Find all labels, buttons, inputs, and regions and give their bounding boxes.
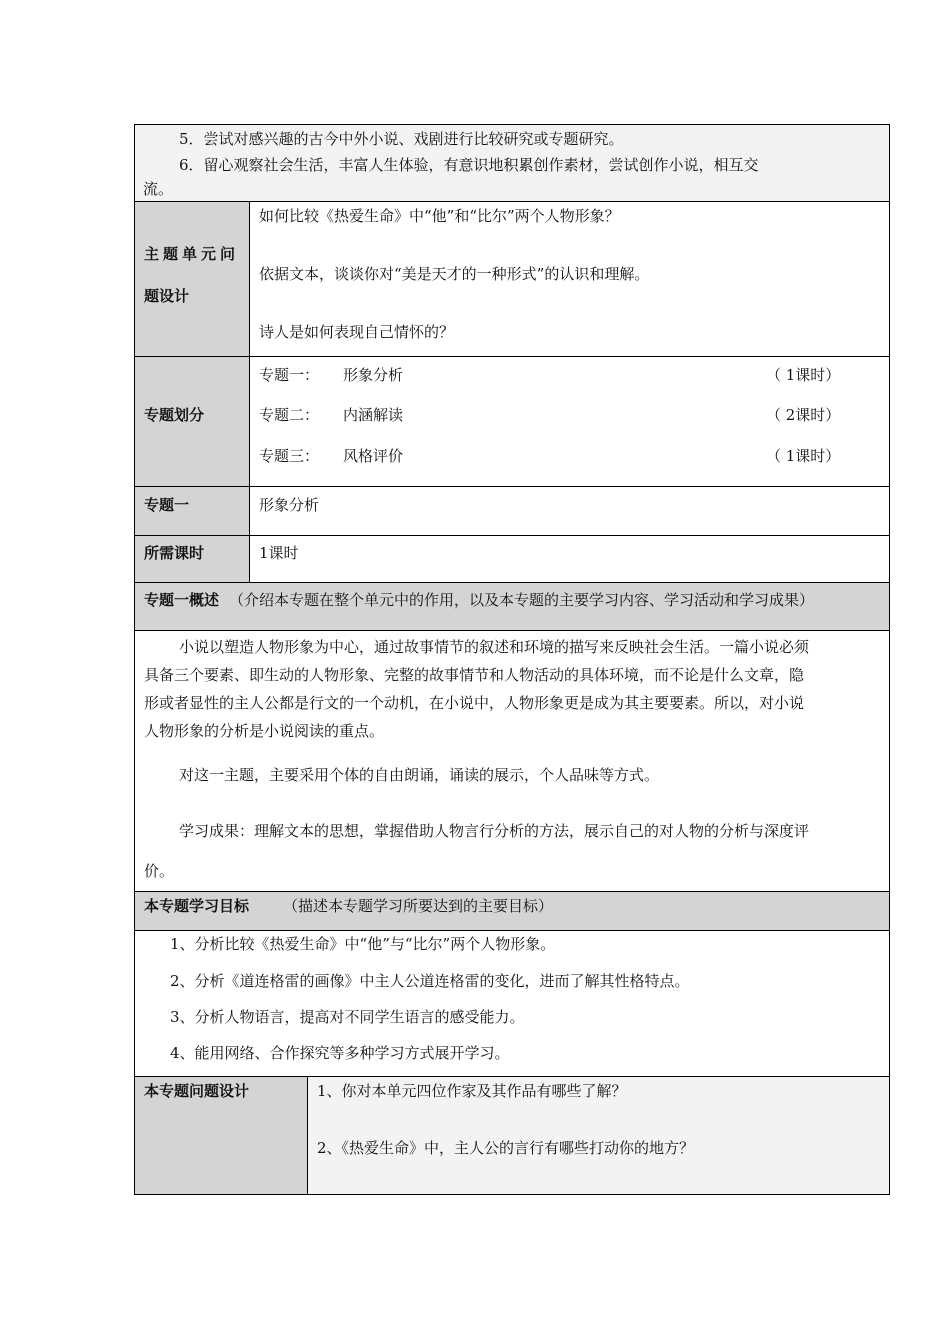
topic-item-2-title: 内涵解读 bbox=[343, 406, 404, 424]
theme-questions-label-2: 题设计 bbox=[144, 287, 190, 305]
overview-para1-line1: 小说以塑造人物形象为中心，通过故事情节的叙述和环境的描写来反映社会生活。一篇小说必须 bbox=[179, 638, 810, 656]
hours-label-cell bbox=[135, 536, 250, 582]
topic-one-label-cell bbox=[135, 487, 250, 535]
question-design-label-cell bbox=[135, 1077, 308, 1194]
hours-content bbox=[250, 536, 889, 582]
goal-item-3: 3、分析人物语言，提高对不同学生语言的感受能力。 bbox=[170, 1008, 525, 1026]
overview-para1-line2: 具备三个要素、即生动的人物形象、完整的故事情节和人物活动的具体环境，而不论是什么文章，隐 bbox=[144, 666, 805, 684]
overview-para1-line4: 人物形象的分析是小说阅读的重点。 bbox=[144, 722, 385, 740]
topic-item-1-hours: （ 1课时） bbox=[766, 366, 841, 384]
goal-item-1: 1、分析比较《热爱生命》中“他”与“比尔”两个人物形象。 bbox=[170, 935, 556, 953]
intro-line-6: 6．留心观察社会生活，丰富人生体验，有意识地积累创作素材，尝试创作小说，相互交 bbox=[179, 156, 759, 174]
topic-division-row bbox=[135, 356, 889, 486]
question-design-q2: 2、《热爱生命》中，主人公的言行有哪些打动你的地方？ bbox=[317, 1139, 695, 1157]
overview-note: （介绍本专题在整个单元中的作用，以及本专题的主要学习内容、学习活动和学习成果） bbox=[229, 591, 815, 609]
overview-para3-line2: 价。 bbox=[144, 862, 175, 880]
theme-question-1: 如何比较《热爱生命》中“他”和“比尔”两个人物形象？ bbox=[259, 207, 620, 225]
topic-division-label: 专题划分 bbox=[144, 406, 205, 424]
goals-label: 本专题学习目标 bbox=[144, 897, 250, 915]
goal-item-4: 4、能用网络、合作探究等多种学习方式展开学习。 bbox=[170, 1044, 510, 1062]
hours-row bbox=[135, 535, 889, 582]
lesson-plan-table bbox=[134, 124, 890, 1195]
goals-body-row bbox=[135, 930, 889, 1076]
theme-questions-label-1: 主题单元问 bbox=[144, 245, 240, 263]
goal-item-2: 2、分析《道连格雷的画像》中主人公道连格雷的变化，进而了解其性格特点。 bbox=[170, 972, 690, 990]
topic-item-1-title: 形象分析 bbox=[343, 366, 404, 384]
topic-one-value: 形象分析 bbox=[259, 496, 320, 514]
topic-one-row bbox=[135, 486, 889, 535]
goals-header-row bbox=[135, 891, 889, 930]
topic-division-content bbox=[250, 357, 889, 486]
topic-division-label-cell bbox=[135, 357, 250, 486]
intro-line-5: 5．尝试对感兴趣的古今中外小说、戏剧进行比较研究或专题研究。 bbox=[179, 130, 624, 148]
overview-body-row bbox=[135, 630, 889, 891]
topic-one-label: 专题一 bbox=[144, 496, 190, 514]
theme-questions-label-cell bbox=[135, 202, 250, 356]
overview-para1-line3: 形或者显性的主人公都是行文的一个动机，在小说中，人物形象更是成为其主要要素。所以，对小说 bbox=[144, 694, 805, 712]
overview-para2: 对这一主题，主要采用个体的自由朗诵，诵读的展示，个人品味等方式。 bbox=[179, 766, 660, 784]
topic-item-3-hours: （ 1课时） bbox=[766, 447, 841, 465]
question-design-label: 本专题问题设计 bbox=[144, 1082, 250, 1100]
topic-item-1-name: 专题一： bbox=[259, 366, 320, 384]
hours-value: 1课时 bbox=[259, 544, 299, 562]
question-design-content bbox=[308, 1077, 889, 1194]
topic-item-2-name: 专题二： bbox=[259, 406, 320, 424]
overview-label: 专题一概述 bbox=[144, 591, 220, 609]
overview-para3-line1: 学习成果：理解文本的思想，掌握借助人物言行分析的方法，展示自己的对人物的分析与深度评 bbox=[179, 822, 810, 840]
question-design-row bbox=[135, 1076, 889, 1194]
theme-questions-row bbox=[135, 201, 889, 356]
theme-question-3: 诗人是如何表现自己情怀的？ bbox=[259, 323, 455, 341]
topic-one-content bbox=[250, 487, 889, 535]
goals-note: （描述本专题学习所要达到的主要目标） bbox=[283, 897, 554, 915]
question-design-q1: 1、你对本单元四位作家及其作品有哪些了解？ bbox=[317, 1082, 627, 1100]
theme-questions-content bbox=[250, 202, 889, 356]
intro-line-6-cont: 流。 bbox=[143, 180, 174, 198]
overview-header-row bbox=[135, 582, 889, 630]
intro-row bbox=[135, 125, 889, 201]
topic-item-3-title: 风格评价 bbox=[343, 447, 404, 465]
topic-item-3-name: 专题三： bbox=[259, 447, 320, 465]
theme-question-2: 依据文本，谈谈你对“美是天才的一种形式”的认识和理解。 bbox=[259, 265, 650, 283]
topic-item-2-hours: （ 2课时） bbox=[766, 406, 841, 424]
hours-label: 所需课时 bbox=[144, 544, 205, 562]
